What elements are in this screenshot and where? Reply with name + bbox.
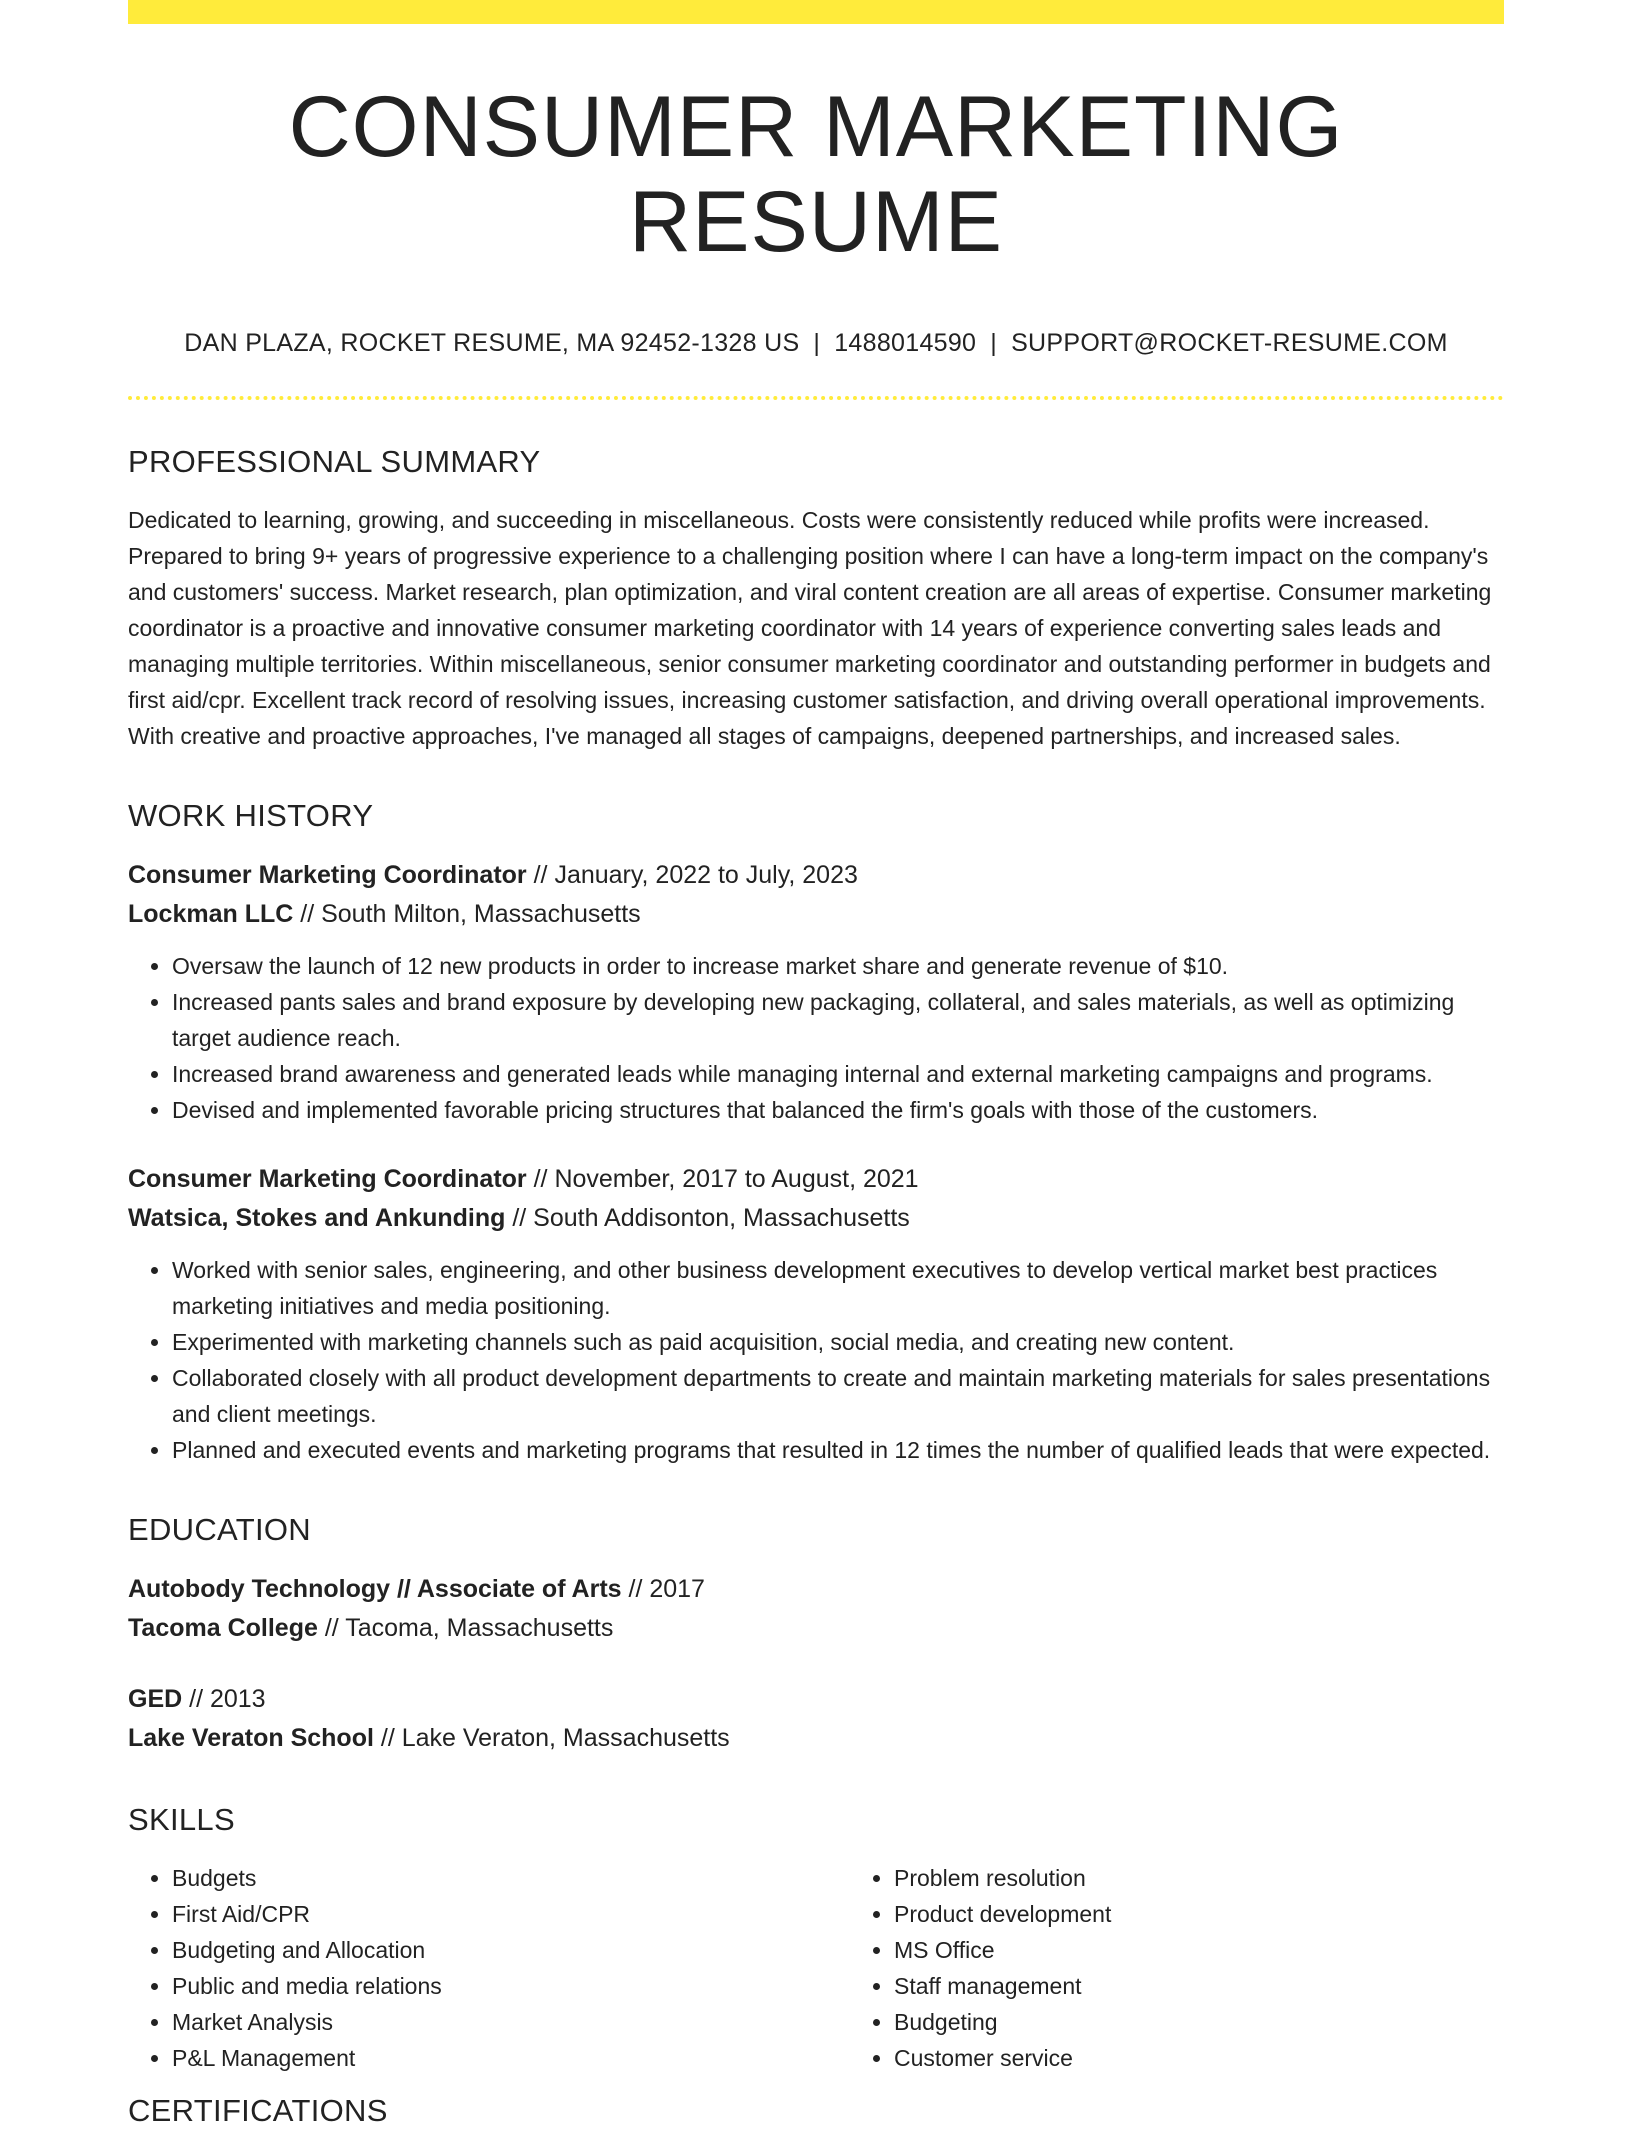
skills-list-left (128, 1860, 850, 2076)
job-title: Consumer Marketing Coordinator (128, 1165, 527, 1194)
skill-item: • Budgeting (894, 2004, 1504, 2040)
job-company-line (128, 1199, 1504, 1238)
job-bullet: • Collaborated closely with all product development departments to create and maintain marketing materials for sales presentations and client meetings. (172, 1360, 1504, 1432)
job-entry (128, 1160, 1504, 1468)
education-year: // 2017 (621, 1575, 705, 1604)
education-school-line (128, 1609, 1504, 1648)
job-bullet: • Increased pants sales and brand exposure by developing new packaging, collateral, and sales materials, as well as optimizing target audience reach. (172, 984, 1504, 1056)
certifications-heading: CERTIFICATIONS (128, 2093, 388, 2128)
skill-item: • Product development (894, 1896, 1504, 1932)
job-bullet: • Increased brand awareness and generated leads while managing internal and external marketing campaigns and programs. (172, 1056, 1504, 1092)
education-degree-line (128, 1680, 1504, 1719)
job-bullet: • Devised and implemented favorable pricing structures that balanced the firm's goals with those of the customers. (172, 1092, 1504, 1128)
resume-title: CONSUMER MARKETING RESUME (288, 79, 1344, 270)
skill-item: • Customer service (894, 2040, 1504, 2076)
skill-item: • Budgets (172, 1860, 850, 1896)
job-bullet: • Worked with senior sales, engineering, and other business development executives to develop vertical market best practices marketing initiatives and media positioning. (172, 1252, 1504, 1324)
education-school: Lake Veraton School (128, 1724, 374, 1753)
skill-item: • First Aid/CPR (172, 1896, 850, 1932)
education-degree: GED (128, 1685, 183, 1714)
skill-item: • P&L Management (172, 2040, 850, 2076)
education-location: // Tacoma, Massachusetts (317, 1614, 614, 1643)
skill-item: • Market Analysis (172, 2004, 850, 2040)
job-title-line (128, 1160, 1504, 1199)
work-history-heading: WORK HISTORY (128, 798, 374, 834)
summary-text: Dedicated to learning, growing, and succeeding in miscellaneous. Costs were consistently reduced while profits were increased. Prepared to bring 9+ years of progressive experience to a challenging position where I can have a long-term impact on the company's and customers' success. Market research, plan optimization, and viral content creation are all areas of expertise. Consumer marketing coordinator is a proactive and innovative consumer marketing coordinator with 14 years of experience converting sales leads and managing multiple territories. Within miscellaneous, senior consumer marketing coordinator and outstanding performer in budgets and first aid/cpr. Excellent track record of resolving issues, increasing customer satisfaction, and driving overall operational improvements. With creative and proactive approaches, I've managed all stages of campaigns, deepened partnerships, and increased sales. (128, 507, 1492, 750)
education-degree-line (128, 1570, 1504, 1609)
education-school-line (128, 1719, 1504, 1758)
job-title: Consumer Marketing Coordinator (128, 861, 527, 890)
contact-line (128, 329, 1504, 358)
education-year: // 2013 (182, 1685, 266, 1714)
job-bullets (128, 948, 1504, 1128)
job-title-line (128, 856, 1504, 895)
education-section (128, 1512, 1504, 1758)
contact-separator: | (813, 329, 821, 358)
education-location: // Lake Veraton, Massachusetts (373, 1724, 730, 1753)
skills-columns (128, 1860, 1504, 2076)
education-heading: EDUCATION (128, 1512, 311, 1548)
skills-section (128, 1802, 1504, 2076)
job-bullet: • Experimented with marketing channels such as paid acquisition, social media, and creating new content. (172, 1324, 1504, 1360)
job-bullet: • Oversaw the launch of 12 new products in order to increase market share and generate revenue of $10. (172, 948, 1504, 984)
job-bullets (128, 1252, 1504, 1468)
skill-item: • Problem resolution (894, 1860, 1504, 1896)
job-dates: // January, 2022 to July, 2023 (526, 861, 858, 890)
skill-item: • Budgeting and Allocation (172, 1932, 850, 1968)
education-school: Tacoma College (128, 1614, 318, 1643)
contact-address: DAN PLAZA, ROCKET RESUME, MA 92452-1328 US (184, 329, 800, 358)
education-degree: Autobody Technology // Associate of Arts (128, 1575, 622, 1604)
skill-item: • MS Office (894, 1932, 1504, 1968)
skills-heading: SKILLS (128, 1802, 235, 1838)
summary-section (128, 444, 1504, 754)
job-entry (128, 856, 1504, 1128)
resume-page (128, 0, 1504, 2076)
job-company-line (128, 895, 1504, 934)
contact-email: SUPPORT@ROCKET-RESUME.COM (1011, 329, 1448, 358)
job-location: // South Milton, Massachusetts (293, 900, 641, 929)
contact-phone: 1488014590 (834, 329, 977, 358)
header-divider (128, 396, 1504, 400)
accent-bar (128, 0, 1504, 24)
job-company: Lockman LLC (128, 900, 294, 929)
job-company: Watsica, Stokes and Ankunding (128, 1204, 506, 1233)
skill-item: • Staff management (894, 1968, 1504, 2004)
work-history-section (128, 798, 1504, 1468)
skill-item: • Public and media relations (172, 1968, 850, 2004)
education-entry (128, 1680, 1504, 1758)
job-bullet: • Planned and executed events and marketing programs that resulted in 12 times the number of qualified leads that were expected. (172, 1432, 1504, 1468)
contact-separator: | (990, 329, 998, 358)
education-entry (128, 1570, 1504, 1648)
job-dates: // November, 2017 to August, 2021 (526, 1165, 919, 1194)
job-location: // South Addisonton, Massachusetts (505, 1204, 910, 1233)
skills-list-right (850, 1860, 1504, 2076)
summary-heading: PROFESSIONAL SUMMARY (128, 444, 541, 480)
